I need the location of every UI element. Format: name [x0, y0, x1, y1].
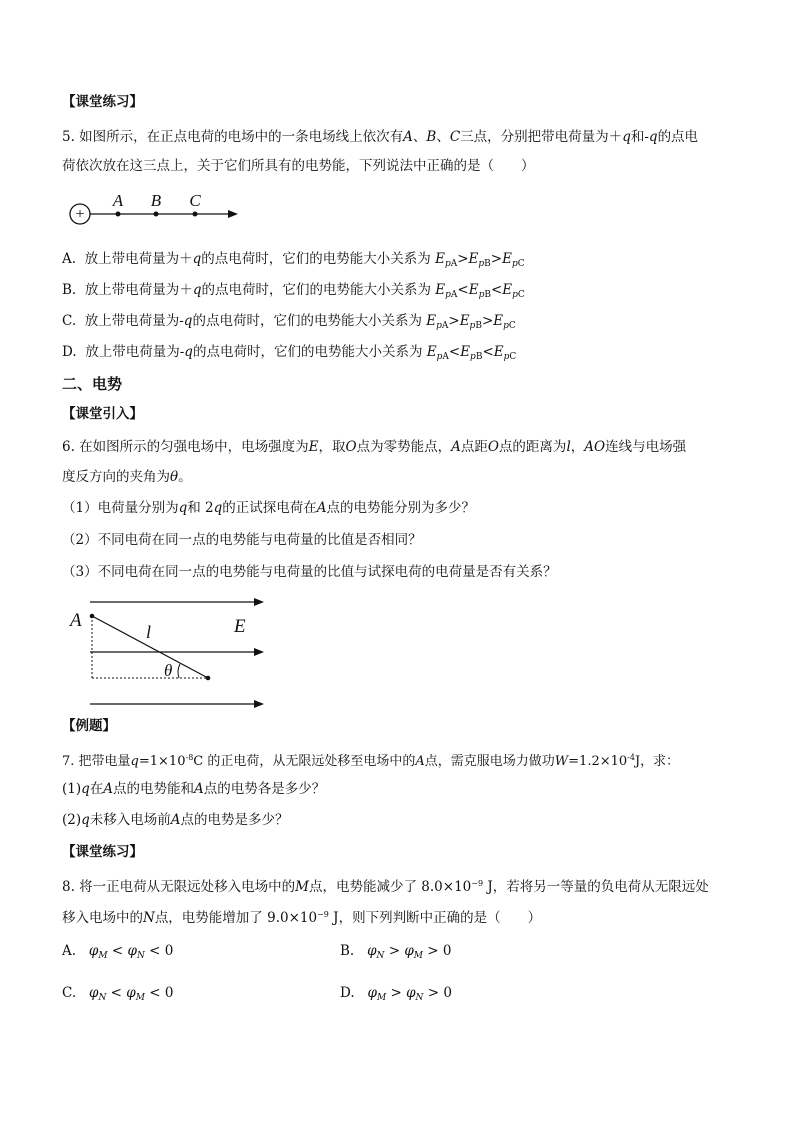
label-b: B: [150, 191, 162, 210]
section-title-potential: 二、电势: [62, 375, 123, 393]
section-label-intro: 【课堂引入】: [62, 406, 143, 422]
q6-line2: 度反方向的夹角为θ。: [62, 469, 192, 485]
label-c: C: [189, 191, 201, 210]
label-a: A: [112, 191, 124, 210]
q7-sub1: (1)q在A点的电势能和A点的电势各是多少？: [62, 781, 326, 797]
arrow-icon: [254, 598, 264, 606]
q5-field-line-figure: [62, 190, 252, 230]
q5-line1: 5. 如图所示，在正点电荷的电场中的一条电场线上依次有A、B、C三点，分别把带电荷量为＋q和-q的点电: [62, 129, 699, 145]
q7-line1: 7. 把带电量$q=1\times 10^{-8}C$ 的正电荷，从无限远处移至电场中的A点，需克服电场力做功$W=1.2\times 10^{-4}J$，求：: [62, 753, 680, 769]
arrow-icon: [254, 700, 264, 708]
q5-option-b[interactable]: B. 放上带电荷量为＋q的点电荷时，它们的电势能大小关系为 $E_{pA}<E_{pB}<E_{pC}$: [62, 282, 525, 300]
positive-charge-sign: +: [75, 206, 85, 223]
point-b-dot: [154, 212, 159, 217]
q8-option-d[interactable]: D. $\varphi_M > \varphi_N > 0$: [340, 985, 452, 1003]
q8-option-b[interactable]: B. $\varphi_N > \varphi_M > 0$: [340, 943, 452, 961]
q7-sub2: (2)q未移入电场前A点的电势是多少？: [62, 812, 289, 828]
q8-option-c[interactable]: C. $\varphi_N < \varphi_M < 0$: [62, 985, 174, 1003]
section-label-example: 【例题】: [62, 718, 116, 734]
q6-line1: 6. 在如图所示的匀强电场中，电场强度为E，取O点为零势能点，A点距O点的距离为l，AO连线与电场强: [62, 439, 687, 455]
section-label-practice-2: 【课堂练习】: [62, 844, 143, 860]
section-label-practice: 【课堂练习】: [62, 94, 143, 110]
q6-uniform-field-figure: [62, 592, 282, 714]
point-a-dot: [90, 614, 95, 619]
label-theta: θ: [164, 661, 173, 680]
q5-line2: 荷依次放在这三点上，关于它们所具有的电势能，下列说法中正确的是（ ）: [62, 158, 535, 174]
label-l: l: [146, 622, 152, 642]
point-a-dot: [116, 212, 121, 217]
q8-line1: 8. 将一正电荷从无限远处移入电场中的M点，电势能减少了 $8.0\times 10^{-9}$ J，若将另一等量的负电荷从无限远处: [62, 879, 709, 895]
q6-sub1: （1）电荷量分别为q和 2q的正试探电荷在A点的电势能分别为多少？: [62, 500, 476, 516]
point-o-dot: [206, 676, 211, 681]
label-a: A: [70, 610, 82, 631]
arrow-icon: [254, 648, 264, 656]
q8-option-a[interactable]: A. $\varphi_M < \varphi_N < 0$: [62, 943, 174, 961]
q5-option-a[interactable]: A. 放上带电荷量为＋q的点电荷时，它们的电势能大小关系为 $E_{pA}>E_{pB}>E_{pC}$: [62, 251, 525, 269]
q5-option-d[interactable]: D. 放上带电荷量为-q的点电荷时，它们的电势能大小关系为 $E_{pA}<E_{pB}<E_{pC}$: [62, 344, 517, 362]
q6-sub3: （3）不同电荷在同一点的电势能与电荷量的比值与试探电荷的电荷量是否有关系？: [62, 564, 557, 580]
q6-sub2: （2）不同电荷在同一点的电势能与电荷量的比值是否相同？: [62, 532, 422, 548]
label-e: E: [234, 616, 246, 637]
q5-option-c[interactable]: C. 放上带电荷量为-q的点电荷时，它们的电势能大小关系为 $E_{pA}>E_{pB}>E_{pC}$: [62, 313, 516, 331]
q8-line2: 移入电场中的N点，电势能增加了 $9.0\times 10^{-9}$ J，则下列判断中正确的是（ ）: [62, 910, 542, 926]
field-line-arrow-icon: [228, 210, 238, 218]
angle-arc: [178, 664, 180, 678]
point-c-dot: [193, 212, 198, 217]
